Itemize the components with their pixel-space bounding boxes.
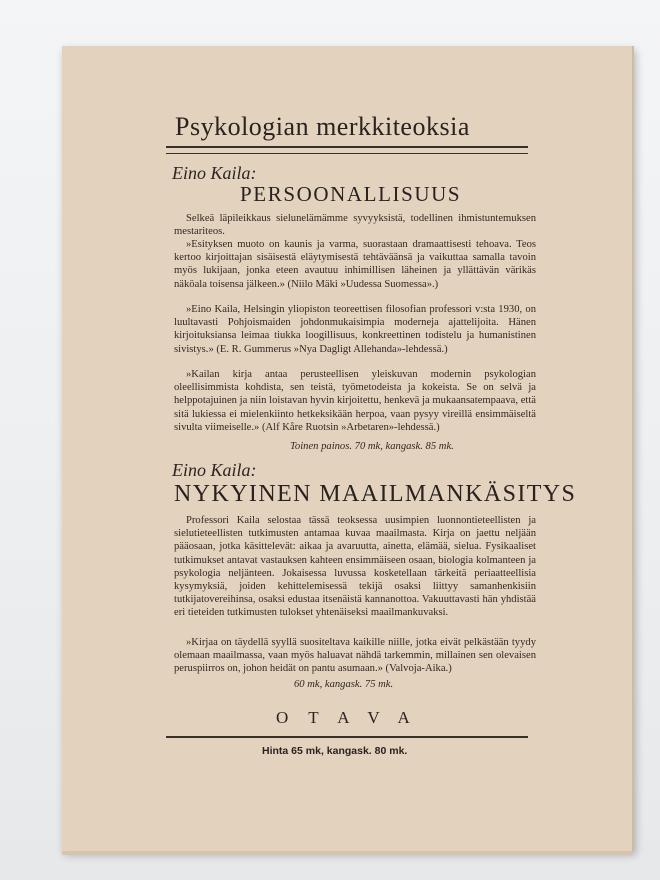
book1-paragraph-1: Selkeä läpileikkaus sielunelämämme syvyyksistä, todellinen ihmistuntemuksen mestariteos. [174, 213, 536, 238]
book1-paragraph-2: »Esityksen muoto on kaunis ja varma, suorastaan dramaattisesti tehoava. Teos kertoo kirjoittajan sisäisestä eläytymisestä tehtäväänsä ja vaikuttaa samalla tavoin myös lukijaan, jonka eteen avautuu inhimillisen läheinen ja yllättävän värikäs näköala toisensa jälkeen.» (Niilo Mäki »Uudessa Suomessa».) [174, 239, 536, 290]
series-title: Psykologian merkkiteoksia [175, 112, 470, 141]
title-double-rule [166, 146, 528, 154]
book1-author: Eino Kaila: [172, 163, 257, 183]
bottom-price: Hinta 65 mk, kangask. 80 mk. [262, 745, 408, 757]
book2-paragraph-2: »Kirjaa on täydellä syyllä suositeltava kaikille niille, jotka eivät pelkästään tyydy olemaan maailmassa, vaan myös haluavat nähdä tarkemmin, millainen sen olevaisen peruspiirros on, johon heidät on pantu asumaan.» (Valvoja-Aika.) [174, 637, 536, 675]
bottom-rule [166, 736, 528, 738]
book1-title: PERSOONALLISUUS [240, 182, 462, 206]
book2-title: NYKYINEN MAAILMANKÄSITYS [174, 481, 577, 507]
book2-author: Eino Kaila: [172, 460, 257, 480]
book2-paragraph-1: Professori Kaila selostaa tässä teoksessa uusimpien luonnontieteellisten ja sielutieteellisten tutkimusten antamaa kuvaa maailmasta. Kirja on jaettu neljään pääosaan, jotka käsittelevät: aikaa ja avaruutta, ainetta, elämää, sielua. Fysikaaliset tutkimukset antavat vastauksen kahteen ensimmäiseen osaan, biologia kolmanteen ja psykologia neljänteen. Jokaisessa luvussa kosketellaan tärkeitä periaatteellisia kysymyksiä, joiden kehittelemisessä tekijä osaksi liittyy samanhenkisiin tutkijatovereihinsa, osaksi edustaa itsenäistä kannanottoa. Vakuuttavasti hän yhdistää eri tieteiden tutkimusten tulokset yhtenäiseksi maailmankuvaksi. [174, 515, 536, 619]
publisher-name: OTAVA [276, 708, 430, 727]
book2-price: 60 mk, kangask. 75 mk. [294, 679, 394, 690]
book1-paragraph-3: »Eino Kaila, Helsingin yliopiston teoreettisen filosofian professori v:sta 1930, on luultavasti Pohjoismaiden johdonmukaisimpia moderneja ajattelijoita. Hänen kirjoituksiansa leimaa tiukka loogillisuus, konkreettinen todistelu ja humanistinen sivistys.» (E. R. Gummerus »Nya Dagligt Allehanda»-lehdessä.) [174, 304, 536, 355]
book1-paragraph-4: »Kailan kirja antaa perusteellisen yleiskuvan modernin psykologian oleellisimmista kohdista, sen teistä, työmetodeista ja kokeista. Se on selvä ja helppotajuinen ja niin loistavan hyvin kirjoitettu, henkevä ja mukaansatempaava, että sitä lukiessa ei mielenkiinto hetkeksikään herpoa, vaan pysyy vireillä ensimmäiseltä sivulta viimeiselle.» (Alf Kåre Ruotsin »Arbetaren»-lehdessä.) [174, 369, 536, 433]
book1-price: Toinen painos. 70 mk, kangask. 85 mk. [290, 441, 454, 452]
